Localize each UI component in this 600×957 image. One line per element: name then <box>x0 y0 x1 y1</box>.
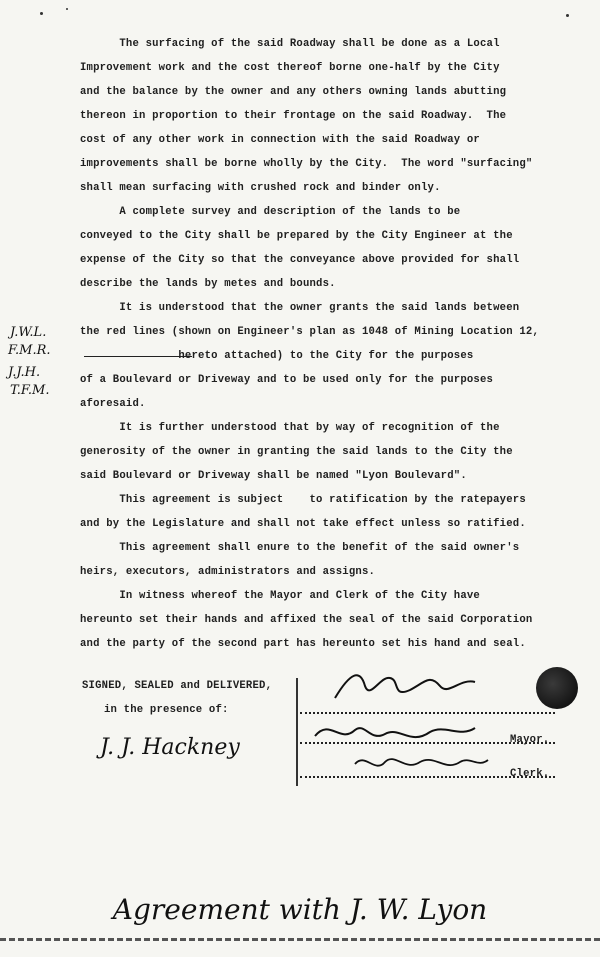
body-line: This agreement is subject to ratification by the ratepayers <box>80 494 526 506</box>
witness-signature: J. J. Hackney <box>100 735 240 760</box>
strikethrough-mark <box>84 356 192 357</box>
signature-line <box>300 712 555 714</box>
scan-speck <box>40 12 43 15</box>
mayor-label: Mayor. <box>510 734 550 746</box>
corporate-seal <box>536 667 578 709</box>
body-line: and the party of the second part has hereunto set his hand and seal. <box>80 638 526 650</box>
body-line: improvements shall be borne wholly by the City. The word "surfacing" <box>80 158 533 170</box>
body-line: This agreement shall enure to the benefit of the said owner's <box>80 542 520 554</box>
body-line: expense of the City so that the conveyance above provided for shall <box>80 254 520 266</box>
body-line: of a Boulevard or Driveway and to be used only for the purposes <box>80 374 494 386</box>
clerk-signature-scrawl <box>310 716 480 750</box>
presence-label: in the presence of: <box>104 704 229 716</box>
body-line: aforesaid. <box>80 398 146 410</box>
scan-speck <box>66 8 68 10</box>
clerk-label: Clerk. <box>510 768 550 780</box>
body-line: hereunto set their hands and affixed the seal of the said Corporation <box>80 614 533 626</box>
footer-title: Agreement with J. W. Lyon <box>112 893 488 926</box>
body-line: It is further understood that by way of recognition of the <box>80 422 500 434</box>
body-line: A complete survey and description of the lands to be <box>80 206 461 218</box>
body-line: It is understood that the owner grants the said lands between <box>80 302 520 314</box>
initial-mark: T.F.M. <box>10 383 50 398</box>
footer-divider <box>0 938 600 941</box>
body-line: describe the lands by metes and bounds. <box>80 278 336 290</box>
body-line: hereto attached) to the City for the purposes <box>80 350 474 362</box>
body-line: thereon in proportion to their frontage on the said Roadway. The <box>80 110 507 122</box>
treasurer-signature-scrawl <box>350 750 490 778</box>
body-line: cost of any other work in connection with the said Roadway or <box>80 134 480 146</box>
mayor-signature-scrawl <box>330 668 480 708</box>
body-line: and the balance by the owner and any others owning lands abutting <box>80 86 507 98</box>
initial-mark: J.W.L. <box>10 325 47 340</box>
signature-bracket <box>296 678 298 786</box>
scan-speck <box>566 14 569 17</box>
initial-mark: J.J.H. <box>8 365 41 380</box>
body-line: and by the Legislature and shall not take effect unless so ratified. <box>80 518 526 530</box>
body-line: heirs, executors, administrators and assigns. <box>80 566 376 578</box>
official-signatures <box>300 690 560 785</box>
body-line: the red lines (shown on Engineer's plan as 1048 of Mining Location 12, <box>80 326 540 338</box>
body-line: Improvement work and the cost thereof borne one-half by the City <box>80 62 500 74</box>
body-line: conveyed to the City shall be prepared by the City Engineer at the <box>80 230 513 242</box>
initial-mark: F.M.R. <box>8 343 51 358</box>
body-line: In witness whereof the Mayor and Clerk of the City have <box>80 590 480 602</box>
body-line: shall mean surfacing with crushed rock and binder only. <box>80 182 441 194</box>
body-line: The surfacing of the said Roadway shall be done as a Local <box>80 38 500 50</box>
body-line: generosity of the owner in granting the said lands to the City the <box>80 446 513 458</box>
signed-sealed-label: SIGNED, SEALED and DELIVERED, <box>82 680 273 692</box>
body-line: said Boulevard or Driveway shall be named "Lyon Boulevard". <box>80 470 467 482</box>
